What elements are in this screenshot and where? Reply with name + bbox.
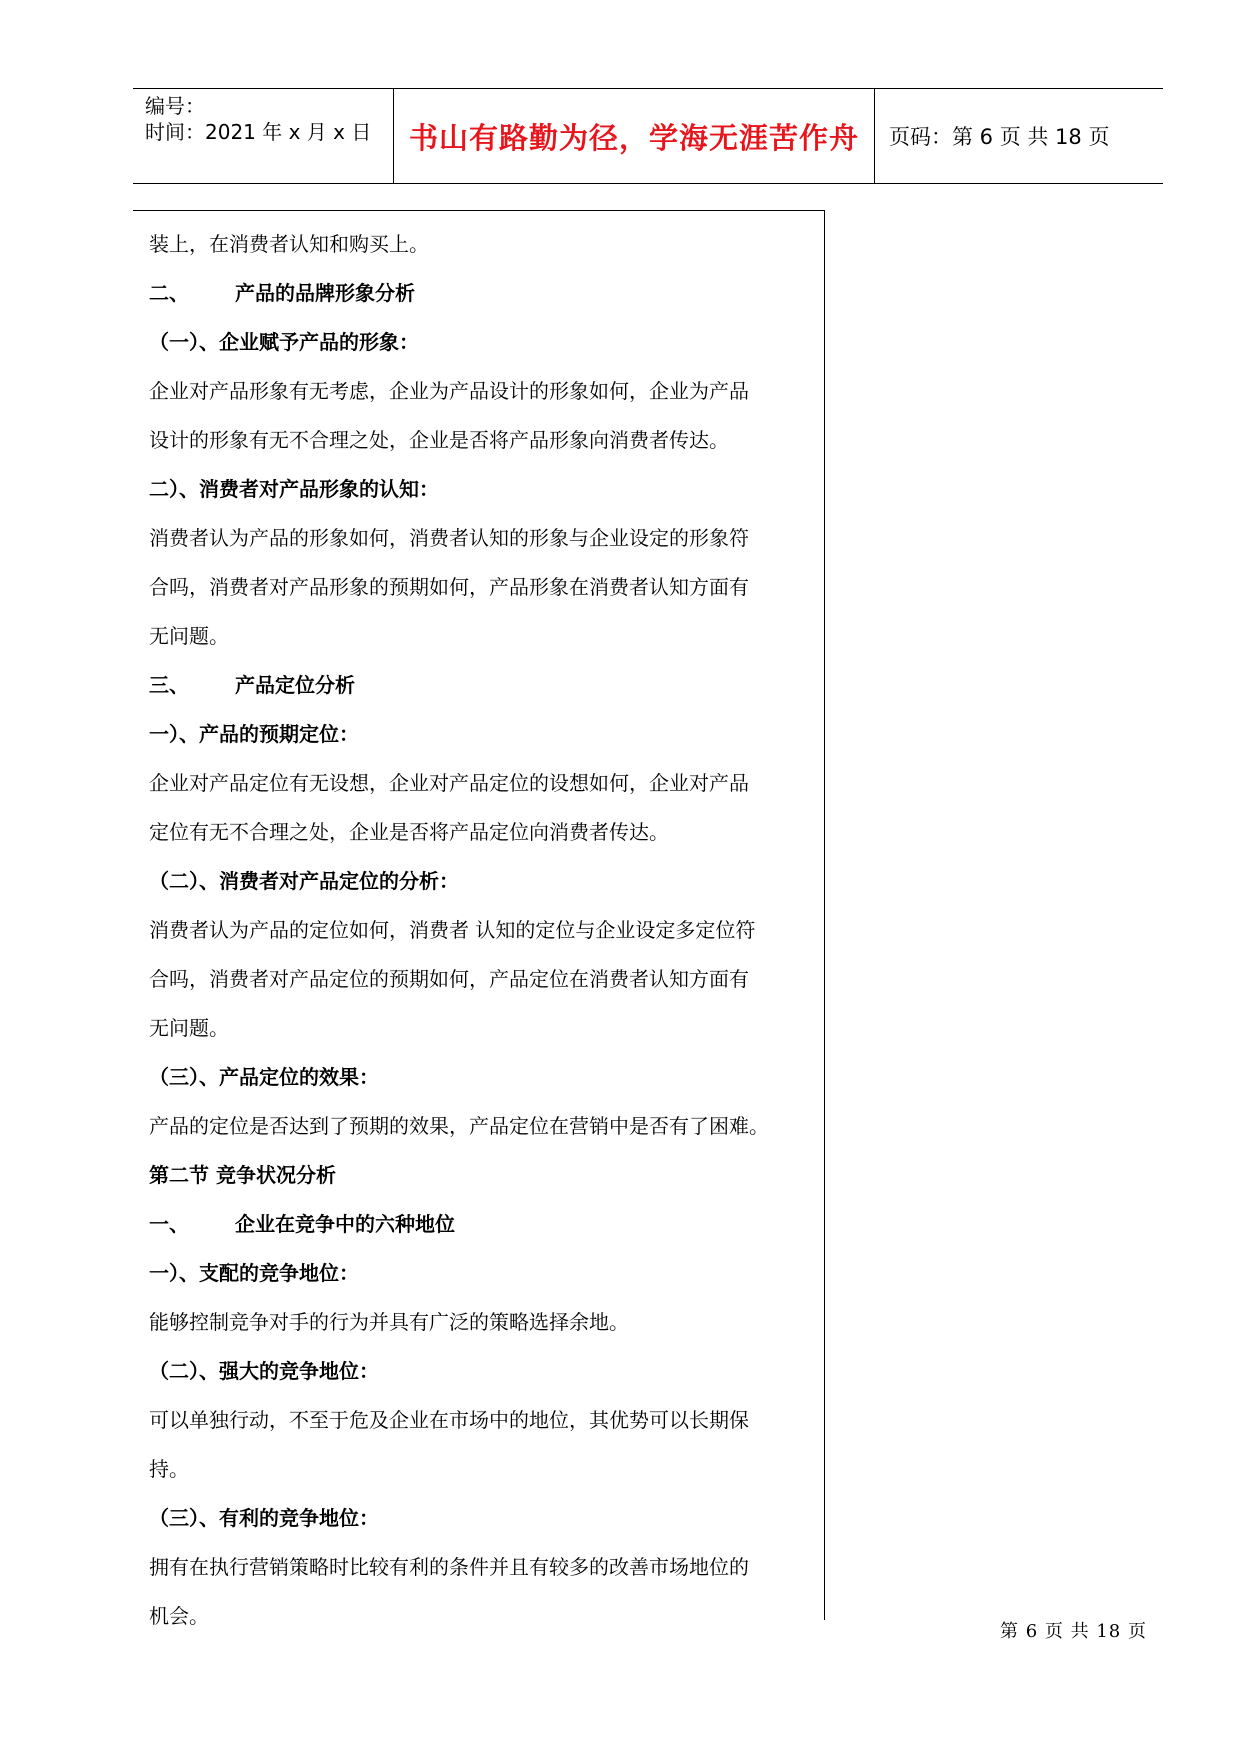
time-label: 时间：2021 年 x 月 x 日	[145, 120, 372, 144]
content-box	[133, 210, 825, 1628]
section-heading	[149, 269, 812, 318]
paragraph-line: 无问题。	[149, 1016, 229, 1040]
paragraph-line: 合吗，消费者对产品形象的预期如何，产品形象在消费者认知方面有	[149, 575, 749, 599]
paragraph-line: 可以单独行动，不至于危及企业在市场中的地位，其优势可以长期保	[149, 1408, 749, 1432]
section-heading	[149, 1200, 812, 1249]
serial-label: 编号：	[145, 94, 205, 118]
paragraph-line: 拥有在执行营销策略时比较有利的条件并且有较多的改善市场地位的	[149, 1555, 749, 1579]
page-header	[133, 88, 1163, 184]
paragraph-line: 机会。	[149, 1604, 209, 1628]
paragraph-line: 消费者认为产品的形象如何，消费者认知的形象与企业设定的形象符	[149, 526, 749, 550]
heading-number: 三、	[149, 673, 189, 697]
subsection-heading: （二）、强大的竞争地位：	[149, 1359, 379, 1383]
paragraph-line: 企业对产品定位有无设想，企业对产品定位的设想如何，企业对产品	[149, 771, 749, 795]
subsection-heading: 一）、支配的竞争地位：	[149, 1261, 359, 1285]
subsection-heading: 二）、消费者对产品形象的认知：	[149, 477, 439, 501]
paragraph-line: 消费者认为产品的定位如何，消费者 认知的定位与企业设定多定位符	[149, 918, 756, 942]
paragraph-line: 能够控制竞争对手的行为并具有广泛的策略选择余地。	[149, 1310, 629, 1334]
subsection-heading: （一）、企业赋予产品的形象：	[149, 330, 419, 354]
paragraph-line: 无问题。	[149, 624, 229, 648]
subsection-heading: （二）、消费者对产品定位的分析：	[149, 869, 459, 893]
motto: 书山有路勤为径，学海无涯苦作舟	[408, 120, 859, 155]
header-motto-cell	[393, 89, 875, 183]
paragraph-line: 合吗，消费者对产品定位的预期如何，产品定位在消费者认知方面有	[149, 967, 749, 991]
page-code: 页码：第 6 页 共 18 页	[889, 125, 1110, 149]
paragraph-line: 产品的定位是否达到了预期的效果，产品定位在营销中是否有了困难。	[149, 1114, 769, 1138]
header-page-cell	[873, 89, 1163, 183]
page-footer: 第 6 页 共 18 页	[1000, 1621, 1147, 1642]
paragraph-line: 持。	[149, 1457, 189, 1481]
heading-text: 企业在竞争中的六种地位	[235, 1212, 455, 1236]
heading-number: 一、	[149, 1212, 189, 1236]
subsection-heading: （三）、产品定位的效果：	[149, 1065, 379, 1089]
paragraph-line: 企业对产品形象有无考虑，企业为产品设计的形象如何，企业为产品	[149, 379, 749, 403]
heading-text: 产品定位分析	[235, 673, 355, 697]
section-heading	[149, 661, 812, 710]
paragraph-line: 设计的形象有无不合理之处，企业是否将产品形象向消费者传达。	[149, 428, 729, 452]
heading-text: 产品的品牌形象分析	[235, 281, 415, 305]
chapter-section-heading: 第二节 竞争状况分析	[149, 1163, 336, 1187]
heading-number: 二、	[149, 281, 189, 305]
paragraph-line: 定位有无不合理之处，企业是否将产品定位向消费者传达。	[149, 820, 669, 844]
paragraph-line: 装上，在消费者认知和购买上。	[149, 232, 429, 256]
subsection-heading: 一）、产品的预期定位：	[149, 722, 359, 746]
subsection-heading: （三）、有利的竞争地位：	[149, 1506, 379, 1530]
